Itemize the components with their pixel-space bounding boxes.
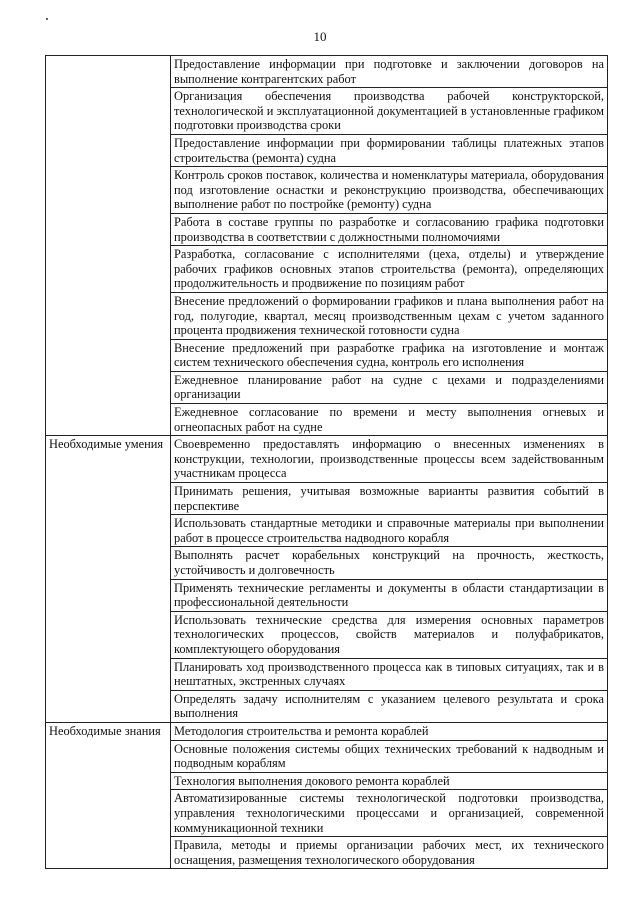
section-label: Необходимые знания [46, 722, 171, 868]
section-label: Необходимые умения [46, 436, 171, 723]
scan-speck [46, 18, 48, 20]
table-row [46, 722, 608, 740]
requirement-item: Определять задачу исполнителям с указанием целевого результата и срока выполнения [171, 690, 608, 722]
requirement-item: Ежедневное согласование по времени и месту выполнения огневых и огнеопасных работ на судне [171, 404, 608, 436]
section-label [46, 56, 171, 436]
requirement-item: Использовать стандартные методики и справочные материалы при выполнении работ в процессе строительства надводного корабля [171, 515, 608, 547]
requirement-item: Своевременно предоставлять информацию о внесенных изменениях в конструкции, технологии, производственные процессы всем задействованным участникам процесса [171, 436, 608, 483]
requirement-item: Ежедневное планирование работ на судне с цехами и подразделениями организации [171, 371, 608, 403]
requirement-item: Использовать технические средства для измерения основных параметров технологических процессов, свойств материалов и полуфабрикатов, комплектующего оборудования [171, 611, 608, 658]
table-row [46, 436, 608, 483]
requirement-item: Методология строительства и ремонта кораблей [171, 722, 608, 740]
requirement-item: Автоматизированные системы технологической подготовки производства, управления технологическими процессами и организацией, современной коммуникационной техники [171, 790, 608, 837]
requirement-item: Правила, методы и приемы организации рабочих мест, их технического оснащения, размещения технологического оборудования [171, 837, 608, 869]
requirement-item: Разработка, согласование с исполнителями (цеха, отделы) и утверждение рабочих графиков основных этапов строительства (ремонта), определяющих продолжительность и продвижение по позициям работ [171, 246, 608, 293]
requirement-item: Выполнять расчет корабельных конструкций на прочность, жесткость, устойчивость и долговечность [171, 547, 608, 579]
requirements-table-body [46, 56, 608, 869]
requirement-item: Применять технические регламенты и документы в области стандартизации в профессиональной деятельности [171, 579, 608, 611]
requirement-item: Организация обеспечения производства рабочей конструкторской, технологической и эксплуатационной документацией в установленные графиком подготовки производства сроки [171, 88, 608, 135]
requirement-item: Принимать решения, учитывая возможные варианты развития событий в перспективе [171, 483, 608, 515]
requirement-item: Планировать ход производственного процесса как в типовых ситуациях, так и в нештатных, экстренных случаях [171, 658, 608, 690]
requirement-item: Предоставление информации при формировании таблицы платежных этапов строительства (ремонта) судна [171, 134, 608, 166]
page-number: 10 [313, 29, 327, 44]
requirement-item: Внесение предложений о формировании графиков и плана выполнения работ на год, полугодие, квартал, месяц производственным цехам с учетом заданного процента продвижения технической готовности судна [171, 292, 608, 339]
requirement-item: Контроль сроков поставок, количества и номенклатуры материала, оборудования под изготовление оснастки и реконструкцию производства, обеспечивающих выполнение работ по постройке (ремонту) судна [171, 167, 608, 214]
requirement-item: Внесение предложений при разработке графика на изготовление и монтаж систем технического обеспечения судна, контроль его исполнения [171, 339, 608, 371]
requirements-table [45, 55, 608, 869]
requirement-item: Технология выполнения докового ремонта кораблей [171, 772, 608, 790]
requirement-item: Основные положения системы общих технических требований к надводным и подводным кораблям [171, 740, 608, 772]
table-row [46, 56, 608, 88]
requirement-item: Предоставление информации при подготовке и заключении договоров на выполнение контрагентских работ [171, 56, 608, 88]
requirement-item: Работа в составе группы по разработке и согласованию графика подготовки производства в соответствии с должностными полномочиями [171, 213, 608, 245]
